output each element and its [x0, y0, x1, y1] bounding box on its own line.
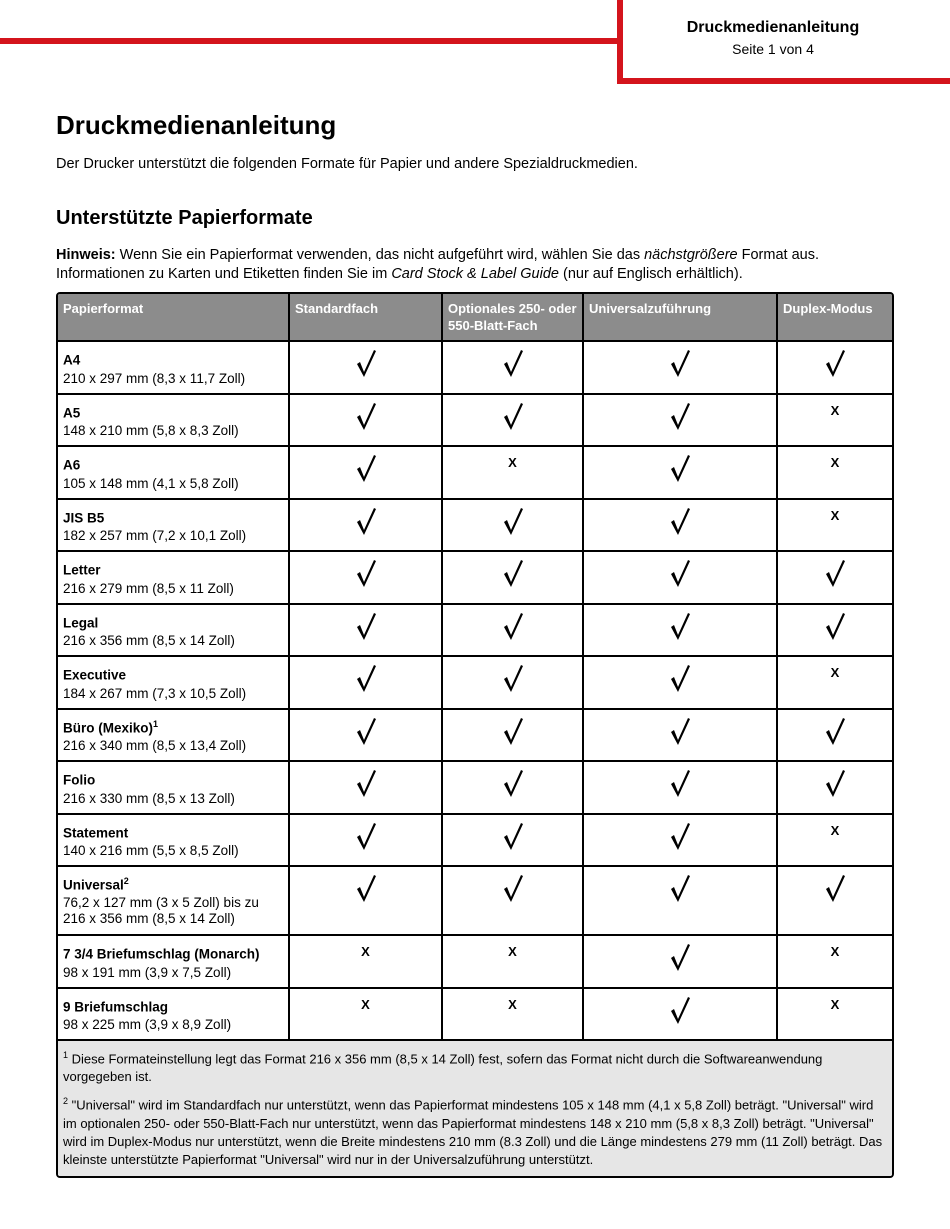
- format-size: 148 x 210 mm (5,8 x 8,3 Zoll): [63, 423, 239, 438]
- support-cell: [777, 446, 892, 499]
- format-name: [63, 941, 283, 964]
- check-icon: [355, 681, 377, 696]
- format-cell: [58, 814, 289, 867]
- table-row: [58, 814, 892, 867]
- paper-format-table: [56, 292, 894, 1178]
- format-cell: [58, 866, 289, 935]
- format-name: [63, 400, 283, 423]
- format-cell: [58, 709, 289, 762]
- format-size: 140 x 216 mm (5,5 x 8,5 Zoll): [63, 843, 239, 858]
- support-cell: [289, 341, 442, 394]
- column-header: Optionales 250- oder 550-Blatt-Fach: [442, 294, 583, 341]
- support-cell: [777, 394, 892, 447]
- table-row: [58, 604, 892, 657]
- support-cell: [442, 761, 583, 814]
- check-icon: [355, 839, 377, 854]
- format-cell: [58, 341, 289, 394]
- support-cell: [777, 988, 892, 1041]
- format-name: [63, 767, 283, 790]
- support-cell: [777, 341, 892, 394]
- support-cell: [442, 935, 583, 988]
- column-header: Duplex-Modus: [777, 294, 892, 341]
- format-name-text: Statement: [63, 825, 129, 840]
- format-size: 216 x 279 mm (8,5 x 11 Zoll): [63, 580, 234, 596]
- check-icon: [502, 786, 524, 801]
- format-cell: [58, 656, 289, 709]
- support-cell: [583, 604, 777, 657]
- footnote-ref: 2: [123, 876, 129, 886]
- check-icon: [355, 576, 377, 591]
- support-cell: [583, 446, 777, 499]
- unsupported-mark: X: [830, 996, 840, 1012]
- unsupported-mark: X: [508, 455, 517, 470]
- support-cell: [289, 446, 442, 499]
- format-name: [63, 820, 283, 843]
- support-cell: [289, 935, 442, 988]
- footnote: [63, 1046, 887, 1086]
- format-name: [63, 610, 283, 633]
- format-size: 98 x 191 mm (3,9 x 7,5 Zoll): [63, 964, 232, 980]
- format-name-text: Executive: [63, 667, 127, 683]
- table-header-row: [58, 294, 892, 341]
- unsupported-mark: X: [361, 944, 370, 959]
- support-cell: [583, 866, 777, 935]
- check-icon: [502, 839, 524, 854]
- support-cell: [442, 551, 583, 604]
- table-row: [58, 935, 892, 988]
- support-cell: [442, 988, 583, 1041]
- format-name-text: 9 Briefumschlag: [63, 999, 169, 1014]
- guide-title: Card Stock & Label Guide: [391, 266, 559, 282]
- column-header: Universalzuführung: [583, 294, 777, 341]
- table-row: [58, 341, 892, 394]
- page-number: Seite 1 von 4: [732, 41, 814, 57]
- check-icon: [669, 839, 691, 854]
- support-cell: [289, 551, 442, 604]
- unsupported-mark: X: [830, 822, 840, 838]
- format-name: [63, 347, 283, 370]
- check-icon: [669, 1013, 691, 1028]
- check-icon: [502, 419, 524, 434]
- check-icon: [502, 629, 524, 644]
- note-label: Hinweis:: [56, 247, 116, 263]
- format-name-text: JIS B5: [63, 510, 105, 525]
- format-size: 216 x 356 mm (8,5 x 14 Zoll): [63, 633, 235, 648]
- check-icon: [669, 786, 691, 801]
- check-icon: [824, 366, 846, 381]
- format-size: 216 x 340 mm (8,5 x 13,4 Zoll): [63, 738, 247, 753]
- unsupported-mark: X: [830, 507, 840, 523]
- check-icon: [355, 629, 377, 644]
- footnote-number: 1: [63, 1050, 69, 1060]
- check-icon: [502, 366, 524, 381]
- support-cell: [777, 656, 892, 709]
- format-cell: [58, 394, 289, 447]
- section-title: Unterstützte Papierformate: [56, 207, 313, 229]
- format-size: 76,2 x 127 mm (3 x 5 Zoll) bis zu: [63, 894, 259, 910]
- support-cell: [289, 604, 442, 657]
- support-cell: [777, 761, 892, 814]
- support-cell: [442, 341, 583, 394]
- support-cell: [583, 394, 777, 447]
- footnote-number: 2: [63, 1096, 69, 1107]
- support-cell: [289, 761, 442, 814]
- support-cell: [442, 866, 583, 935]
- header-red-line: [0, 38, 621, 44]
- format-size: 216 x 356 mm (8,5 x 14 Zoll): [63, 910, 235, 926]
- format-name: [63, 662, 283, 685]
- format-name-text: 7 3/4 Briefumschlag (Monarch): [63, 946, 260, 962]
- check-icon: [355, 891, 377, 906]
- intro-text: Der Drucker unterstützt die folgenden Formate für Papier und andere Spezialdruckmedien.: [56, 156, 638, 172]
- support-cell: [442, 709, 583, 762]
- support-cell: [289, 814, 442, 867]
- support-cell: [777, 814, 892, 867]
- format-size: 98 x 225 mm (3,9 x 8,9 Zoll): [63, 1017, 232, 1032]
- check-icon: [502, 576, 524, 591]
- format-name: [63, 557, 283, 580]
- format-name: [63, 505, 283, 528]
- check-icon: [669, 681, 691, 696]
- check-icon: [824, 734, 846, 749]
- format-cell: [58, 935, 289, 988]
- footnote: [63, 1092, 887, 1168]
- support-cell: [777, 866, 892, 935]
- support-cell: [777, 604, 892, 657]
- format-name: [63, 994, 283, 1017]
- format-size: 216 x 330 mm (8,5 x 13 Zoll): [63, 790, 235, 806]
- support-cell: [442, 656, 583, 709]
- format-cell: [58, 499, 289, 552]
- check-icon: [355, 786, 377, 801]
- page-title: Druckmedienanleitung: [56, 110, 337, 140]
- format-cell: [58, 446, 289, 499]
- check-icon: [669, 471, 691, 486]
- check-icon: [824, 786, 846, 801]
- support-cell: [442, 814, 583, 867]
- format-name: [63, 452, 283, 475]
- format-name-text: Letter: [63, 562, 101, 578]
- column-header: Papierformat: [58, 294, 289, 341]
- note-emphasis: nächstgrößere: [644, 247, 738, 263]
- format-name-text: Legal: [63, 615, 99, 630]
- support-cell: [583, 709, 777, 762]
- check-icon: [502, 734, 524, 749]
- format-name-text: Büro (Mexiko): [63, 720, 154, 735]
- footnote-text: "Universal" wird im Standardfach nur unterstützt, wenn das Papierformat mindestens 105 x 148 mm (4,1 x 5,8 Zoll) beträgt. "Universal" wird im optionalen 250- oder 550-Blatt-Fach nur unterstützt, wenn das Papierformat mindestens 148 x 210 mm (5,8 x 8,3 Zoll) beträgt. "Universal" wird im Duplex-Modus nur unterstützt, wenn die Breite mindestens 210 mm (8.3 Zoll) und die Länge mindestens 279 mm (11 Zoll) beträgt. Das kleinste unterstützte Papierformat "Universal" wird nur in der Universalzuführung unterstützt.: [63, 1097, 883, 1167]
- note-text: (nur auf Englisch erhältlich).: [558, 266, 743, 282]
- table-row: [58, 866, 892, 935]
- format-cell: [58, 988, 289, 1041]
- support-cell: [442, 394, 583, 447]
- check-icon: [669, 734, 691, 749]
- note-text: Informationen zu Karten und Etiketten finden Sie im: [56, 266, 392, 282]
- check-icon: [502, 681, 524, 696]
- check-icon: [502, 891, 524, 906]
- table-row: [58, 656, 892, 709]
- check-icon: [669, 366, 691, 381]
- support-cell: [777, 551, 892, 604]
- support-cell: [583, 656, 777, 709]
- table-row: [58, 446, 892, 499]
- check-icon: [355, 366, 377, 381]
- check-icon: [824, 891, 846, 906]
- format-cell: [58, 761, 289, 814]
- column-header: Standardfach: [289, 294, 442, 341]
- unsupported-mark: X: [830, 455, 840, 470]
- format-name-text: Folio: [63, 772, 96, 788]
- table-row: [58, 551, 892, 604]
- format-name: [63, 715, 283, 738]
- table-row: [58, 499, 892, 552]
- table-row: [58, 761, 892, 814]
- table-footnotes: [58, 1041, 892, 1176]
- format-cell: [58, 604, 289, 657]
- support-cell: [777, 499, 892, 552]
- check-icon: [355, 524, 377, 539]
- note-paragraph: [56, 246, 906, 284]
- table-row: [58, 709, 892, 762]
- check-icon: [669, 576, 691, 591]
- format-cell: [58, 551, 289, 604]
- unsupported-mark: X: [830, 402, 840, 418]
- unsupported-mark: X: [830, 944, 840, 959]
- check-icon: [355, 471, 377, 486]
- check-icon: [355, 419, 377, 434]
- footnote-ref: 1: [153, 718, 159, 729]
- format-size: 184 x 267 mm (7,3 x 10,5 Zoll): [63, 685, 247, 701]
- check-icon: [669, 960, 691, 975]
- support-cell: [289, 656, 442, 709]
- support-cell: [442, 446, 583, 499]
- format-size: 210 x 297 mm (8,3 x 11,7 Zoll): [63, 370, 246, 386]
- check-icon: [669, 629, 691, 644]
- support-cell: [777, 935, 892, 988]
- unsupported-mark: X: [508, 944, 517, 959]
- check-icon: [669, 419, 691, 434]
- check-icon: [669, 524, 691, 539]
- format-name-text: A6: [63, 457, 81, 473]
- support-cell: [289, 866, 442, 935]
- format-name-text: Universal: [63, 877, 124, 893]
- format-name-text: A5: [63, 405, 81, 420]
- check-icon: [824, 629, 846, 644]
- unsupported-mark: X: [508, 996, 517, 1012]
- table-row: [58, 394, 892, 447]
- footnote-text: Diese Formateinstellung legt das Format 216 x 356 mm (8,5 x 14 Zoll) fest, sofern das Format nicht durch die Softwareanwendung vorgegeben ist.: [63, 1051, 823, 1085]
- running-header-title: Druckmedienanleitung: [686, 19, 860, 36]
- format-name-text: A4: [63, 352, 81, 368]
- check-icon: [824, 576, 846, 591]
- check-icon: [669, 891, 691, 906]
- support-cell: [583, 988, 777, 1041]
- support-cell: [583, 935, 777, 988]
- note-text: Wenn Sie ein Papierformat verwenden, das nicht aufgeführt wird, wählen Sie das: [115, 247, 645, 263]
- note-text: Format aus.: [737, 247, 819, 263]
- support-cell: [442, 604, 583, 657]
- unsupported-mark: X: [830, 665, 840, 680]
- format-size: 105 x 148 mm (4,1 x 5,8 Zoll): [63, 475, 239, 491]
- support-cell: [583, 814, 777, 867]
- support-cell: [289, 709, 442, 762]
- support-cell: [583, 761, 777, 814]
- check-icon: [502, 524, 524, 539]
- support-cell: [777, 709, 892, 762]
- support-cell: [289, 499, 442, 552]
- support-cell: [583, 551, 777, 604]
- support-cell: [289, 394, 442, 447]
- format-size: 182 x 257 mm (7,2 x 10,1 Zoll): [63, 528, 247, 543]
- unsupported-mark: X: [361, 996, 370, 1012]
- support-cell: [442, 499, 583, 552]
- check-icon: [355, 734, 377, 749]
- support-cell: [583, 341, 777, 394]
- format-name: [63, 872, 283, 895]
- table-row: [58, 988, 892, 1041]
- support-cell: [289, 988, 442, 1041]
- support-cell: [583, 499, 777, 552]
